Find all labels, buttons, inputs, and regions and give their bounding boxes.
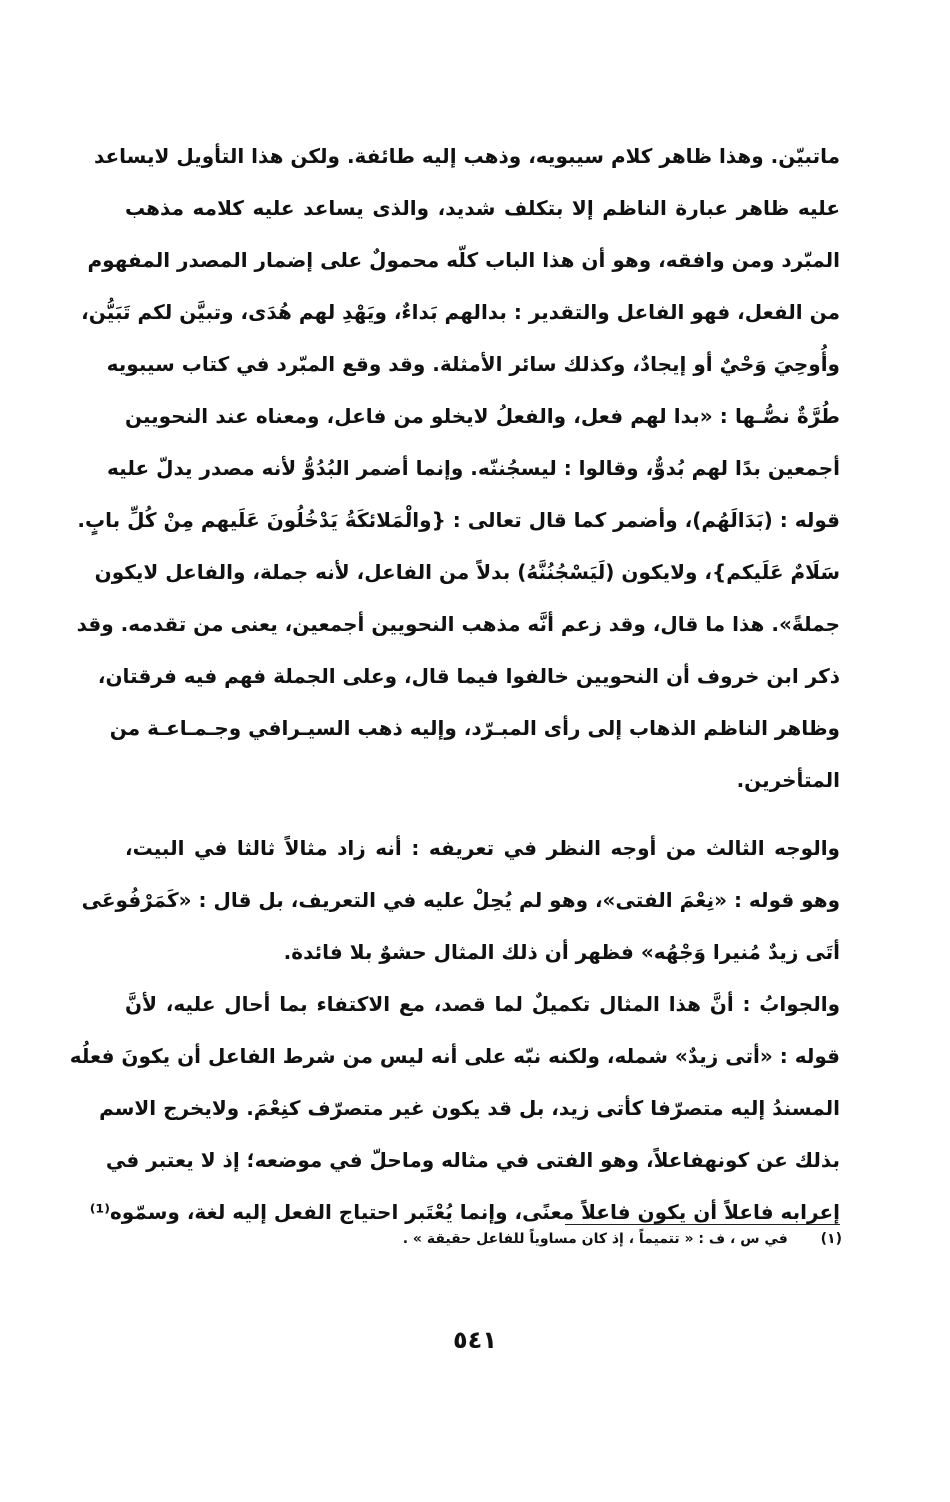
text-line: وهو قوله : «نِعْمَ الفتى»، وهو لم يُحِلْ عليه في التعريف، بل قال : «كَمَرْفُوعَى [81,888,840,912]
text-line: والجوابُ : أنَّ هذا المثال تكميلٌ لما قصد، مع الاكتفاء بما أحال عليه، لأنَّ [125,992,840,1016]
page-number: ٥٤١ [453,1326,497,1354]
text-line: طُرَّةٌ نصُّـها : «بدا لهم فعل، والفعلُ لايخلو من فاعل، ومعناه عند النحويين [125,404,840,428]
paragraph-2 [81,822,840,978]
text-line: أجمعين بدًا لهم بُدوٌّ، وقالوا : ليسجُننّه. وإنما أضمر البُدُوُّ لأنه مصدر يدلّ عليه [107,456,840,480]
paragraph-1 [76,130,840,806]
text-line: المسندُ إليه متصرّفا كأتى زيد، بل قد يكون غير متصرّف كنِعْمَ. ولايخرج الاسم [99,1096,840,1120]
text-line: والوجه الثالث من أوجه النظر في تعريفه : أنه زاد مثالاً ثالثا في البيت، [125,836,840,860]
text-line: وظاهر الناظم الذهاب إلى رأى المبـرّد، وإليه ذهب السيـرافي وجـمـاعـة من [109,716,840,740]
text-line: جملةً». هذا ما قال، وقد زعم أنَّه مذهب النحويين أجمعين، يعنى من تقدمه. وقد [76,612,840,636]
footnote-text: في س ، ف : « تتميماً ، إذ كان مساوياً للفاعل حقيقة » . [402,1231,788,1247]
text-line: من الفعل، فهو الفاعل والتقدير : بدالهم بَداءٌ، ويَهْدِ لهم هُدَى، وتبيَّن لكم تَبَيُّن، [81,300,840,324]
footnote-divider [565,1224,840,1225]
text-line: ماتبيّن. وهذا ظاهر كلام سيبويه، وذهب إليه طائفة. ولكن هذا التأويل لايساعد [93,144,840,168]
text-line: إعرابه فاعلاً أن يكون فاعلاً معنًى، وإنما يُعْتَبر احتياج الفعل إليه لغة، وسمّوه⁽¹⁾ [89,1200,840,1224]
footnote [242,1226,842,1252]
paragraph-3 [69,978,840,1238]
text-line: قوله : «أتى زيدٌ» شمله، ولكنه نبّه على أنه ليس من شرط الفاعل أن يكونَ فعلُه [69,1044,840,1068]
footnote-marker: (١) [820,1231,842,1247]
text-line: سَلَامٌ عَلَيكم}، ولايكون (لَيَسْجُنُنَّهُ) بدلاً من الفاعل، لأنه جملة، والفاعل لايكون [94,560,840,584]
text-line: بذلك عن كونهفاعلاً، وهو الفتى في مثاله وماحلّ في موضعه؛ إذ لا يعتبر في [105,1148,840,1172]
text-line: قوله : (بَدَالَهُم)، وأضمر كما قال تعالى : {والْمَلائكَةُ يَدْخُلُونَ عَلَيهم مِنْ كُلِّ بابٍ. [77,508,840,532]
text-line: عليه ظاهر عبارة الناظم إلا بتكلف شديد، والذى يساعد عليه كلامه مذهب [125,196,840,220]
text-line: المتأخرين. [736,768,840,792]
text-line: المبّرد ومن وافقه، وهو أن هذا الباب كلّه محمولٌ على إضمار المصدر المفهوم [87,248,840,272]
text-line: ذكر ابن خروف أن النحويين خالفوا فيما قال، وعلى الجملة فهم فيه فرقتان، [97,664,840,688]
text-line: أتَى زيدٌ مُنيرا وَجْهُه» فظهر أن ذلك المثال حشوٌ بلا فائدة. [283,940,840,964]
text-line: وأُوحِيَ وَحْيٌ أو إيجادٌ، وكذلك سائر الأمثلة. وقد وقع المبّرد في كتاب سيبويه [106,352,840,376]
